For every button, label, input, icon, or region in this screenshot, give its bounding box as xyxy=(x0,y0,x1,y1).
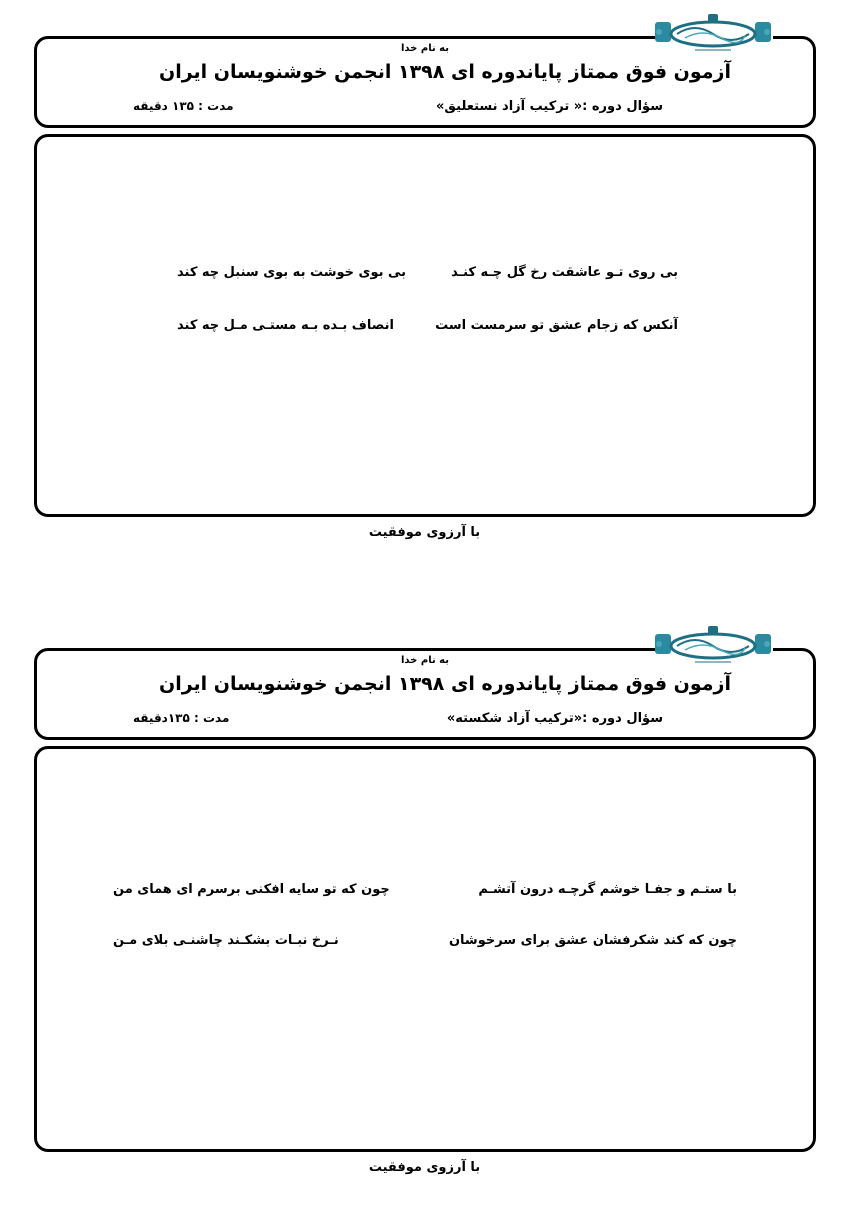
association-logo-icon xyxy=(655,624,773,666)
verse-first-hemistich: با ستـم و جفـا خوشم گرچـه درون آتشـم xyxy=(478,882,737,897)
association-logo-icon xyxy=(655,12,773,54)
verse-row xyxy=(37,318,813,340)
question-label: سؤال دوره :« ترکیب آزاد نستعلیق» xyxy=(436,99,663,114)
question-label: سؤال دوره :«ترکیب آزاد شکسته» xyxy=(446,711,663,726)
duration-label: مدت : ۱۳۵دقیقه xyxy=(133,711,230,725)
verse-row xyxy=(37,265,813,287)
verse-row xyxy=(37,933,813,955)
exam-sheet-1 xyxy=(0,0,849,600)
poem-box xyxy=(34,746,816,1152)
verse-row xyxy=(37,882,813,904)
exam-title: آزمون فوق ممتاز پایاندوره ای ۱۳۹۸ انجمن خوشنویسان ایران xyxy=(158,61,731,83)
verse-second-hemistich: بی بوی خوشت به بوی سنبل چه کند xyxy=(177,265,407,280)
bismillah: به نام خدا xyxy=(400,43,450,54)
verse-second-hemistich: انصاف بـده بـه مستـی مـل چه کند xyxy=(177,318,394,333)
verse-second-hemistich: نـرخ نبـات بشکـند چاشنـی بلای مـن xyxy=(113,933,339,948)
bismillah: به نام خدا xyxy=(400,655,450,666)
verse-first-hemistich: بی روی تـو عاشقت رخ گل چـه کنـد xyxy=(451,265,678,280)
verse-first-hemistich: آنکس که زجام عشق تو سرمست است xyxy=(435,318,678,333)
verse-second-hemistich: چون که تو سایه افکنی برسرم ای همای من xyxy=(113,882,390,897)
exam-title: آزمون فوق ممتاز پایاندوره ای ۱۳۹۸ انجمن خوشنویسان ایران xyxy=(158,673,731,695)
exam-sheet-2 xyxy=(0,612,849,1212)
verse-first-hemistich: چون که کند شکرفشان عشق برای سرخوشان xyxy=(448,933,737,948)
duration-label: مدت : ۱۳۵ دقیقه xyxy=(133,99,234,113)
good-luck-note: با آرزوی موفقیت xyxy=(368,525,481,540)
good-luck-note: با آرزوی موفقیت xyxy=(368,1160,481,1175)
poem-box xyxy=(34,134,816,517)
